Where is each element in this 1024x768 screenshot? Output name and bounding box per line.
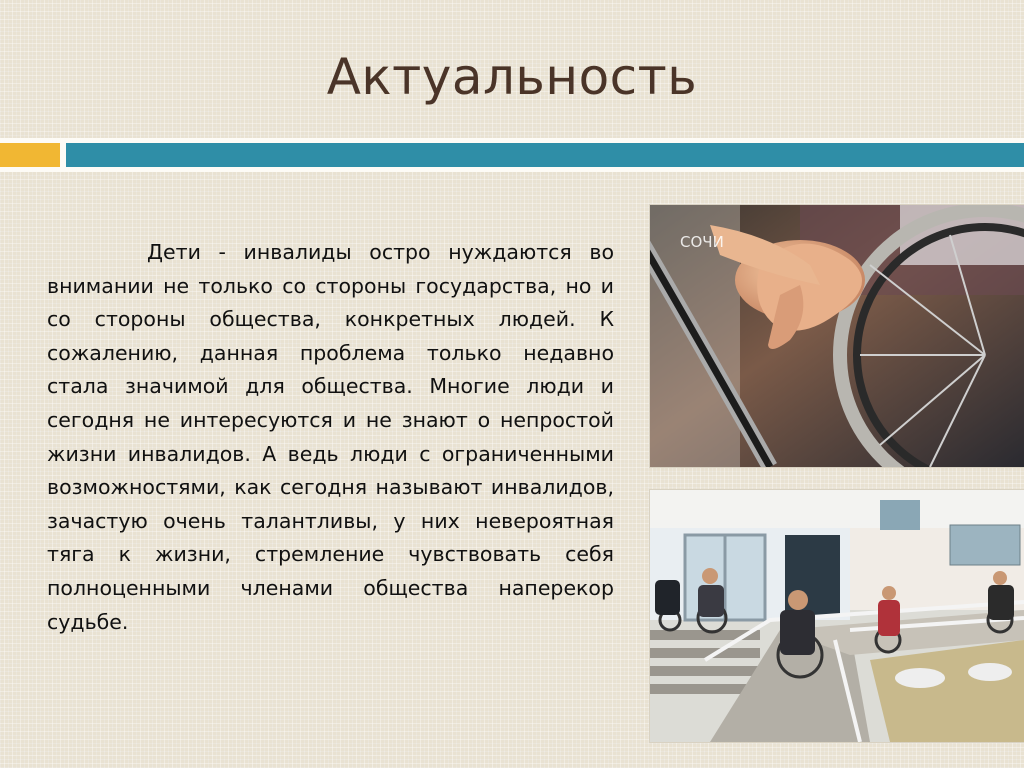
photo-wheelchair-hands — [650, 205, 1024, 467]
header-bar-orange — [0, 143, 60, 167]
slide-title: Актуальность — [326, 48, 698, 106]
body-paragraph: Дети - инвалиды остро нуждаются во внимании не только со стороны государства, но и со стороны общества, конкретных людей. К сожалению, данная проблема только недавно стала значимой для общества. Многие люди и сегодня не интересуются и не знают о непростой жизни инвалидов. А ведь люди с ограниченными возможностями, как сегодня называют инвалидов, зачастую очень талантливы, у них невероятная тяга к жизни, стремление чувствовать себя полноценными членами общества наперекор судьбе. — [47, 240, 614, 634]
photo-ramp-building — [650, 490, 1024, 742]
watermark-logo: СОЧИ — [680, 233, 724, 251]
header-bar-teal — [66, 143, 1024, 167]
